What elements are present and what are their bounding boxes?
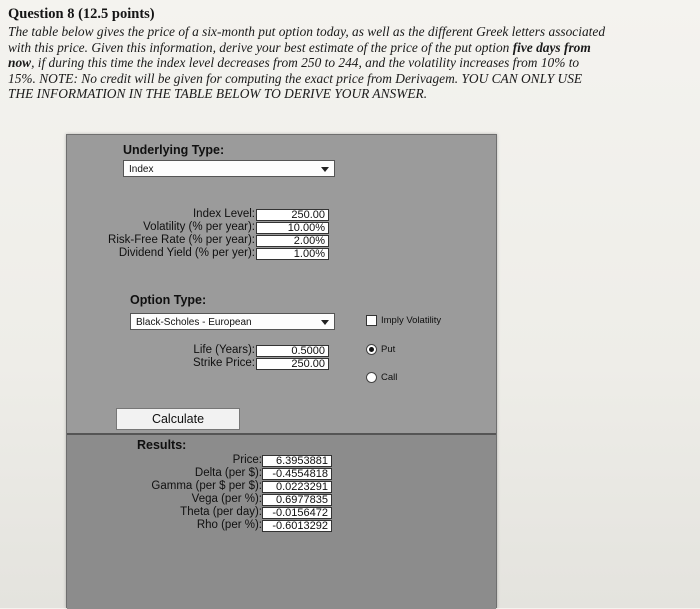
question-line-3: now, if during this time the index level decreases from 250 to 244, and the volatility increases from 10% to [8,55,580,71]
vega-label: Vega (per %): [191,493,262,505]
price-value: 6.3953881 [262,455,332,467]
chevron-down-icon [321,320,329,325]
rho-value: -0.6013292 [262,520,332,532]
question-title: Question 8 (12.5 points) [8,6,155,22]
imply-volatility-label: Imply Volatility [381,315,442,326]
option-type-heading: Option Type: [130,293,207,307]
question-text [8,24,698,102]
risk-free-rate-label: Risk-Free Rate (% per year): [108,234,255,246]
question-line-5: THE INFORMATION IN THE TABLE BELOW TO DERIVE YOUR ANSWER. [8,86,428,102]
delta-label: Delta (per $): [194,467,262,479]
emphasis-five-days: five days from [512,39,591,55]
gamma-value: 0.0223291 [262,481,332,493]
theta-label: Theta (per day): [180,506,262,518]
gamma-label: Gamma (per $ per $): [151,480,262,492]
underlying-type-select[interactable] [123,160,335,177]
call-radio[interactable] [366,372,377,383]
index-level-label: Index Level: [192,208,255,220]
imply-volatility-checkbox[interactable] [366,315,377,326]
option-type-select[interactable] [130,313,335,330]
strike-price-input[interactable]: 250.00 [256,358,329,370]
put-radio[interactable] [366,344,377,355]
option-type-value: Black-Scholes - European [136,317,252,328]
life-years-input[interactable]: 0.5000 [256,345,329,357]
volatility-input[interactable]: 10.00% [256,222,329,234]
dividend-yield-input[interactable]: 1.00% [256,248,329,260]
index-level-input[interactable]: 250.00 [256,209,329,221]
delta-value: -0.4554818 [262,468,332,480]
question-line-1: The table below gives the price of a six-month put option today, as well as the different Greek letters associated [8,24,606,39]
rho-label: Rho (per %): [196,519,262,531]
price-label: Price: [232,454,262,466]
vega-value: 0.6977835 [262,494,332,506]
call-label: Call [381,372,398,383]
option-calculator-panel [66,134,497,608]
emphasis-now: now [8,55,32,71]
life-years-label: Life (Years): [193,344,255,356]
put-label: Put [381,344,396,355]
risk-free-rate-input[interactable]: 2.00% [256,235,329,247]
question-line-2: with this price. Given this information, derive your best estimate of the price of the put option five days from [8,39,591,55]
calculate-button[interactable]: Calculate [116,408,240,430]
volatility-label: Volatility (% per year): [143,221,255,233]
theta-value: -0.0156472 [262,507,332,519]
question-line-4: 15%. NOTE: No credit will be given for computing the exact price from Derivagem. YOU CAN ONLY USE [8,70,583,86]
underlying-type-heading: Underlying Type: [123,143,225,157]
chevron-down-icon [321,167,329,172]
underlying-type-value: Index [129,164,154,175]
strike-price-label: Strike Price: [193,357,255,369]
results-heading: Results: [137,438,187,452]
dividend-yield-label: Dividend Yield (% per yer): [118,247,255,259]
